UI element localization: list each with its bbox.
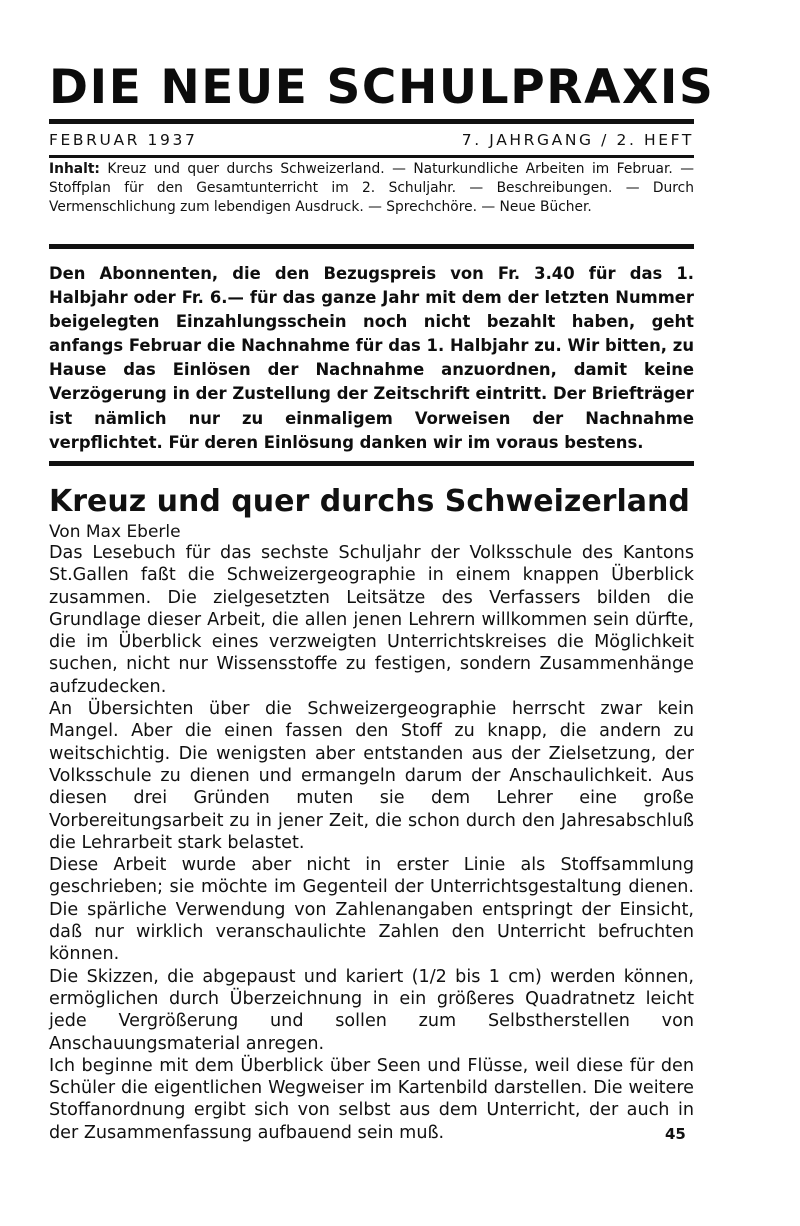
article-paragraph: Die Skizzen, die abgepaust und kariert (1/2 bis 1 cm) werden können, ermöglichen durch Überzeichnung in ein größeres Quadratnetz leicht jede Vergrößerung und sollen zum Selbstherstellen von Anschauungsmaterial anregen. <box>49 966 694 1054</box>
contents-label: Inhalt: <box>49 161 100 177</box>
subscriber-notice: Den Abonnenten, die den Bezugspreis von Fr. 3.40 für das 1. Halbjahr oder Fr. 6.— für das ganze Jahr mit dem der letzten Nummer beigelegten Einzahlungsschein noch nicht bezahlt haben, geht anfangs Februar die Nachnahme für das 1. Halbjahr zu. Wir bitten, zu Hause das Einlösen der Nachnahme anzuordnen, damit keine Verzögerung in der Zustellung der Zeitschrift eintritt. Der Briefträger ist nämlich nur zu einmaligem Vorweisen der Nachnahme verpflichtet. Für deren Einlösung danken wir im voraus bestens. <box>49 264 694 452</box>
masthead-rule <box>49 119 694 124</box>
contents-rule <box>49 244 694 249</box>
issue-date: FEBRUAR 1937 <box>49 131 198 149</box>
article-paragraph: Diese Arbeit wurde aber nicht in erster Linie als Stoffsammlung geschrieben; sie möchte im Gegenteil der Unterrichtsgestaltung dienen. Die spärliche Verwendung von Zahlenangaben entspringt der Einsicht, daß nur wirklich veranschaulichte Zahlen den Unterricht befruchten können. <box>49 855 694 965</box>
issue-number: 7. JAHRGANG / 2. HEFT <box>461 131 694 149</box>
page-number: 45 <box>665 1125 686 1143</box>
notice-rule <box>49 461 694 466</box>
table-of-contents <box>49 160 694 217</box>
article-paragraph: Ich beginne mit dem Überblick über Seen und Flüsse, weil diese für den Schüler die eigentlichen Wegweiser im Kartenbild darstellen. Die weitere Stoffanordnung ergibt sich von selbst aus dem Unterricht, der auch in der Zusammenfassung aufbauend sein muß. <box>49 1055 694 1143</box>
contents-text: Kreuz und quer durchs Schweizerland. — Naturkundliche Arbeiten im Februar. — Stoffplan für den Gesamtunterricht im 2. Schuljahr. — Beschreibungen. — Durch Vermenschlichung zum lebendigen Ausdruck. — Sprechchöre. — Neue Bücher. <box>49 161 694 215</box>
article-byline: Von Max Eberle <box>49 522 181 542</box>
dateline <box>49 130 694 150</box>
article-paragraph: An Übersichten über die Schweizergeographie herrscht zwar kein Mangel. Aber die einen fassen den Stoff zu knapp, die andern zu weitschichtig. Die wenigsten aber entstanden aus der Zielsetzung, der Volksschule zu dienen und ermangeln darum der Anschaulichkeit. Aus diesen drei Gründen muten sie dem Lehrer eine große Vorbereitungsarbeit zu in jener Zeit, die schon durch den Jahresabschluß die Lehrarbeit stark belastet. <box>49 699 694 853</box>
dateline-rule <box>49 155 694 158</box>
article-paragraph: Das Lesebuch für das sechste Schuljahr der Volksschule des Kantons St.Gallen faßt die Schweizergeographie in einem knappen Überblick zusammen. Die zielgesetzten Leitsätze des Verfassers bilden die Grundlage dieser Arbeit, die allen jenen Lehrern willkommen sein dürfte, die im Überblick eines verzweigten Unterrichtskreises die Möglichkeit suchen, nicht nur Wissensstoffe zu festigen, sondern Zusammenhänge aufzudecken. <box>49 543 694 697</box>
masthead-title: DIE NEUE SCHULPRAXIS <box>49 60 715 115</box>
article-title: Kreuz und quer durchs Schweizerland <box>49 484 690 519</box>
article-body <box>49 542 694 1144</box>
